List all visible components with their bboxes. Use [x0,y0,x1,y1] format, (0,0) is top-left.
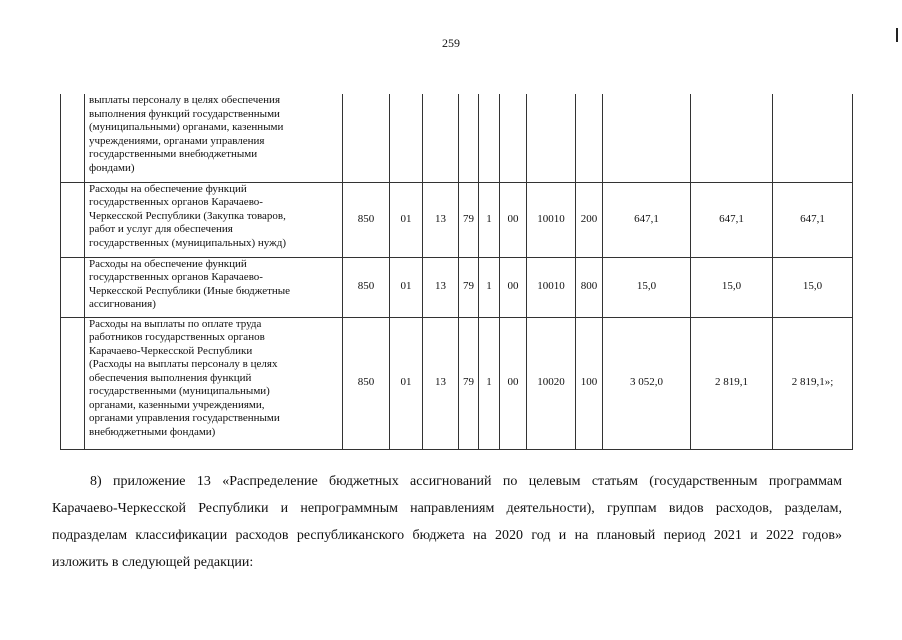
program-code: 79 [459,257,479,317]
row-number-cell [61,182,85,257]
event-code: 00 [500,182,527,257]
expense-type-code: 200 [576,182,603,257]
amount-2022: 2 819,1»; [773,317,853,449]
subprogram-code: 1 [479,317,500,449]
event-code [500,94,527,182]
direction-code: 10010 [527,257,576,317]
amount-2022: 647,1 [773,182,853,257]
ministry-code: 850 [343,317,390,449]
program-code: 79 [459,182,479,257]
amount-2020 [603,94,691,182]
table-row [61,317,853,449]
amount-2021: 647,1 [691,182,773,257]
row-description: Расходы на обеспечение функций государственных органов Карачаево- Черкесской Республики (Закупка товаров, работ и услуг для обеспечения государственных (муниципальных) нужд) [85,182,343,257]
ministry-code: 850 [343,182,390,257]
amount-2021 [691,94,773,182]
expense-type-code: 100 [576,317,603,449]
subsection-code: 13 [423,317,459,449]
section-code: 01 [390,182,423,257]
paragraph-line: Карачаево-Черкесской Республики и непрограммным направлениям деятельности), группам видов расходов, разделам, [52,501,842,516]
paragraph-line: изложить в следующей редакции: [52,555,254,570]
direction-code [527,94,576,182]
page-number: 259 [442,36,460,50]
expense-type-code: 800 [576,257,603,317]
amount-2021: 2 819,1 [691,317,773,449]
amount-2020: 647,1 [603,182,691,257]
amount-2022 [773,94,853,182]
amount-2022: 15,0 [773,257,853,317]
section-code: 01 [390,257,423,317]
ministry-code: 850 [343,257,390,317]
row-number-cell [61,317,85,449]
paragraph-line: 8) приложение 13 «Распределение бюджетных ассигнований по целевым статьям (государственным программам [90,474,842,489]
direction-code: 10010 [527,182,576,257]
ministry-code [343,94,390,182]
row-number-cell [61,94,85,182]
table-row [61,182,853,257]
section-code [390,94,423,182]
budget-table [60,94,853,450]
table-row [61,94,853,182]
expense-type-code [576,94,603,182]
row-description: выплаты персоналу в целях обеспечения выполнения функций государственными (муниципальными) органами, казенными учреждениями, органами управления государственными внебюджетными фондами) [85,94,343,182]
program-code [459,94,479,182]
event-code: 00 [500,317,527,449]
amount-2021: 15,0 [691,257,773,317]
amount-2020: 15,0 [603,257,691,317]
subsection-code [423,94,459,182]
row-number-cell [61,257,85,317]
subprogram-code: 1 [479,257,500,317]
subprogram-code: 1 [479,182,500,257]
table-row [61,257,853,317]
paragraph-line: подразделам классификации расходов республиканского бюджета на 2020 год и на плановый период 2021 и 2022 годов» [52,528,842,543]
program-code: 79 [459,317,479,449]
scan-edge-mark [896,28,898,42]
event-code: 00 [500,257,527,317]
subsection-code: 13 [423,257,459,317]
row-description: Расходы на выплаты по оплате труда работников государственных органов Карачаево-Черкесской Республики (Расходы на выплаты персоналу в целях обеспечения выполнения функций государственными (муниципальными) органами, казенными учреждениями, органами управления государственными внебюджетными фондами) [85,317,343,449]
subprogram-code [479,94,500,182]
row-description: Расходы на обеспечение функций государственных органов Карачаево- Черкесской Республики (Иные бюджетные ассигнования) [85,257,343,317]
direction-code: 10020 [527,317,576,449]
amount-2020: 3 052,0 [603,317,691,449]
subsection-code: 13 [423,182,459,257]
section-code: 01 [390,317,423,449]
amendment-paragraph [52,468,842,576]
